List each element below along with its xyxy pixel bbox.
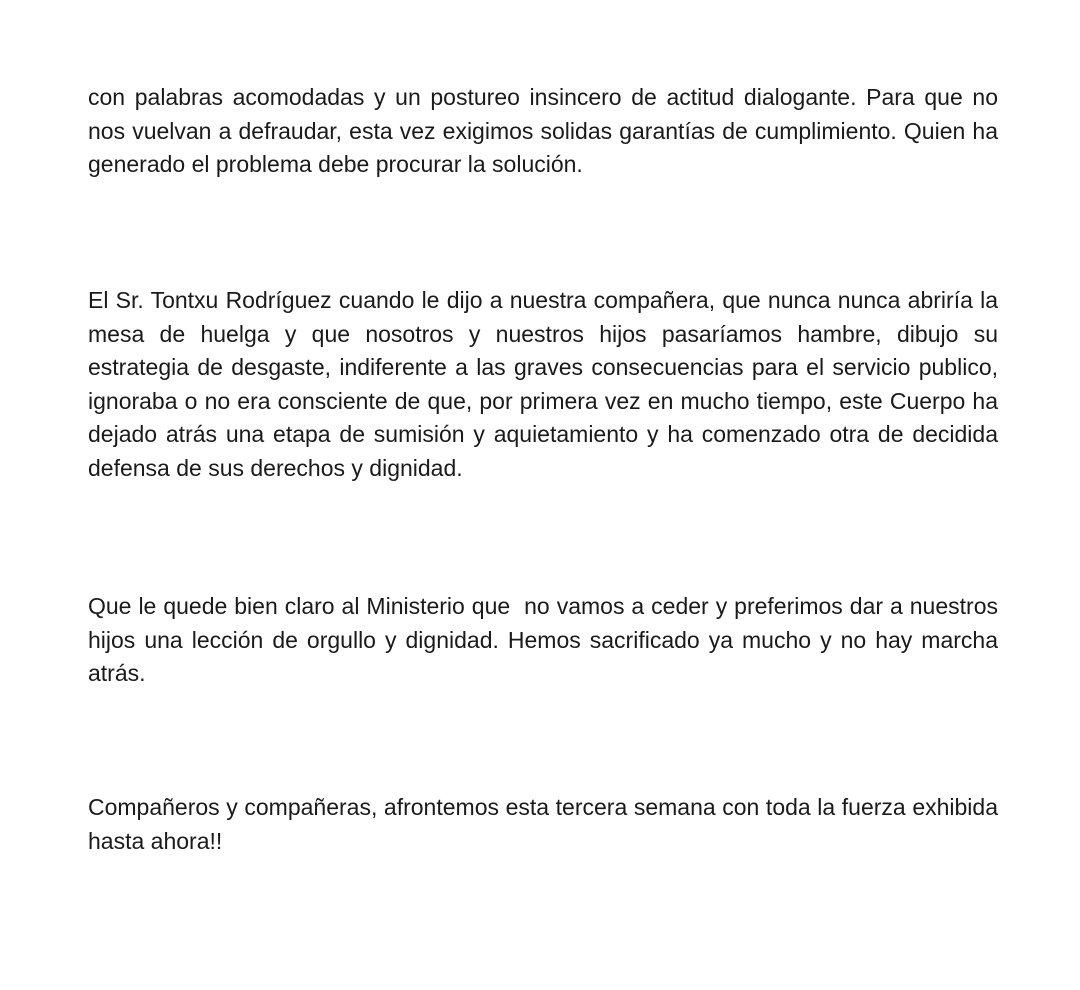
paragraph-2: El Sr. Tontxu Rodríguez cuando le dijo a nuestra compañera, que nunca nunca abriría la mesa de huelga y que nosotros y nuestros hijos pasaríamos hambre, dibujo su estrategia de desgaste, indiferente a las graves consecuencias para el servicio publico, ignoraba o no era consciente de que, por primera vez en mucho tiempo, este Cuerpo ha dejado atrás una etapa de sumisión y aquietamiento y ha comenzado otra de decidida defensa de sus derechos y dignidad.: [88, 287, 1005, 481]
paragraph-3: Que le quede bien claro al Ministerio que no vamos a ceder y preferimos dar a nuestros hijos una lección de orgullo y dignidad. Hemos sacrificado ya mucho y no hay marcha atrás.: [88, 593, 1005, 686]
paragraph-4: Compañeros y compañeras, afrontemos esta tercera semana con toda la fuerza exhibida hasta ahora!!: [88, 794, 1005, 854]
paragraph-1: con palabras acomodadas y un postureo insincero de actitud dialogante. Para que no nos vuelvan a defraudar, esta vez exigimos solidas garantías de cumplimiento. Quien ha generado el problema debe procurar la solución.: [88, 84, 1005, 177]
